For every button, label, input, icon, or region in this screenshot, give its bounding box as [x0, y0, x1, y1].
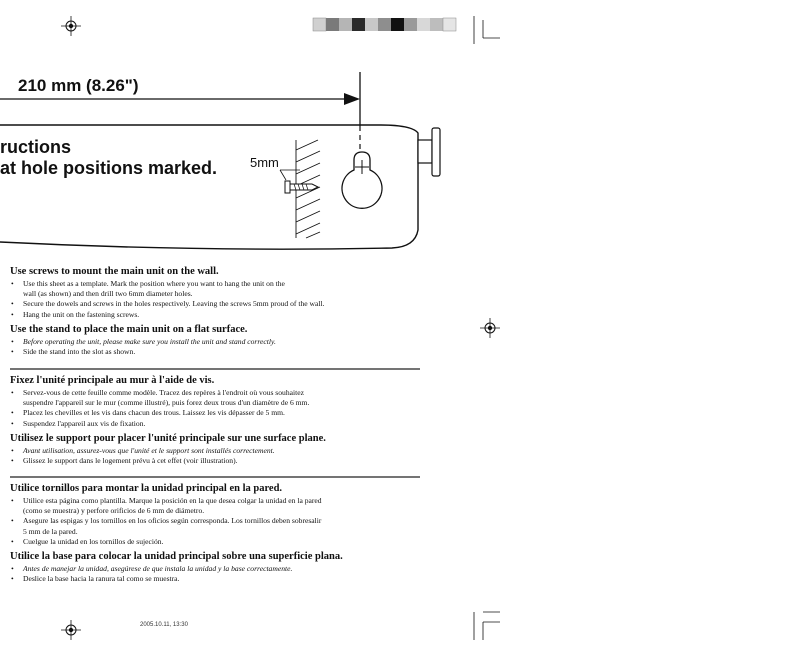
list-item: • Antes de manejar la unidad, asegúrese de que instala la unidad y la base correctamente.	[10, 564, 420, 574]
section-heading: Utilisez le support pour placer l'unité principale sur une surface plane.	[10, 432, 326, 444]
list-item: • Before operating the unit, please make sure you install the unit and stand correctly.	[10, 337, 420, 347]
list-item: • Utilice esta página como plantilla. Marque la posición en la que desea colgar la unidad en la pared	[10, 496, 420, 506]
registration-mark-right-icon	[480, 318, 500, 338]
screw-icon	[280, 170, 318, 193]
list-item: 5 mm de la pared.	[23, 526, 78, 536]
section-heading: Utilice la base para colocar la unidad principal sobre una superficie plana.	[10, 551, 343, 563]
panel-title-line2: at hole positions marked.	[0, 158, 218, 178]
registration-mark-top-icon	[61, 16, 81, 36]
list-item: • Placez les chevilles et les vis dans chacun des trous. Laissez les vis dépasser de 5 mm.	[10, 408, 420, 418]
list-item: • Glissez le support dans le logement prévu à cet effet (voir illustration).	[10, 456, 420, 466]
dimension-label: 210 mm (8.26")	[18, 76, 139, 95]
list-item: • Use this sheet as a template. Mark the position where you want to hang the unit on the	[10, 279, 420, 289]
section-heading: Use screws to mount the main unit on the wall.	[10, 266, 219, 277]
list-item: • Servez-vous de cette feuille comme modèle. Tracez des repères à l'endroit où vous souhaitez	[10, 388, 420, 398]
crop-mark-bottom-icon	[474, 612, 500, 640]
list-item: • Cuelgue la unidad en los tornillos de sujeción.	[10, 537, 420, 547]
section-heading: Use the stand to place the main unit on a flat surface.	[10, 323, 248, 335]
screw-depth-label: 5mm	[250, 155, 279, 170]
crop-mark-top-icon	[474, 16, 500, 44]
section-french	[10, 375, 420, 470]
section-heading: Fixez l'unité principale au mur à l'aide de vis.	[10, 375, 215, 386]
list-item: • Hang the unit on the fastening screws.	[10, 310, 420, 320]
color-bar	[313, 18, 456, 31]
list-item: (como se muestra) y perfore orificios de 6 mm de diámetro.	[23, 506, 205, 516]
section-english	[10, 266, 420, 361]
list-item: • Secure the dowels and screws in the holes respectively. Leaving the screws 5mm proud of the wall.	[10, 299, 420, 309]
print-timestamp: 2005.10.11, 13:30	[140, 622, 188, 628]
list-item: suspendre l'appareil sur le mur (comme illustré), puis forez deux trous d'un diamètre de 6 mm.	[23, 398, 310, 408]
section-heading: Utilice tornillos para montar la unidad principal en la pared.	[10, 483, 283, 494]
instruction-list	[10, 496, 420, 547]
section-spanish	[10, 483, 420, 588]
instruction-list	[10, 337, 420, 357]
list-item: • Suspendez l'appareil aux vis de fixation.	[10, 419, 420, 429]
keyhole-icon	[342, 152, 382, 208]
panel-title-line1: ructions	[0, 137, 72, 157]
list-item: wall (as shown) and then drill two 6mm diameter holes.	[23, 289, 193, 299]
registration-mark-bottom-icon	[61, 620, 81, 640]
instruction-list	[10, 388, 420, 429]
instruction-list	[10, 564, 420, 584]
list-item: • Avant utilisation, assurez-vous que l'unité et le support sont installés correctement.	[10, 446, 420, 456]
instruction-list	[10, 446, 420, 466]
list-item: • Asegure las espigas y los tornillos en los oficios según corresponda. Los tornillos deben sobresalir	[10, 516, 420, 526]
instruction-list	[10, 279, 420, 320]
list-item: • Side the stand into the slot as shown.	[10, 347, 420, 357]
list-item: • Deslice la base hacia la ranura tal como se muestra.	[10, 574, 420, 584]
